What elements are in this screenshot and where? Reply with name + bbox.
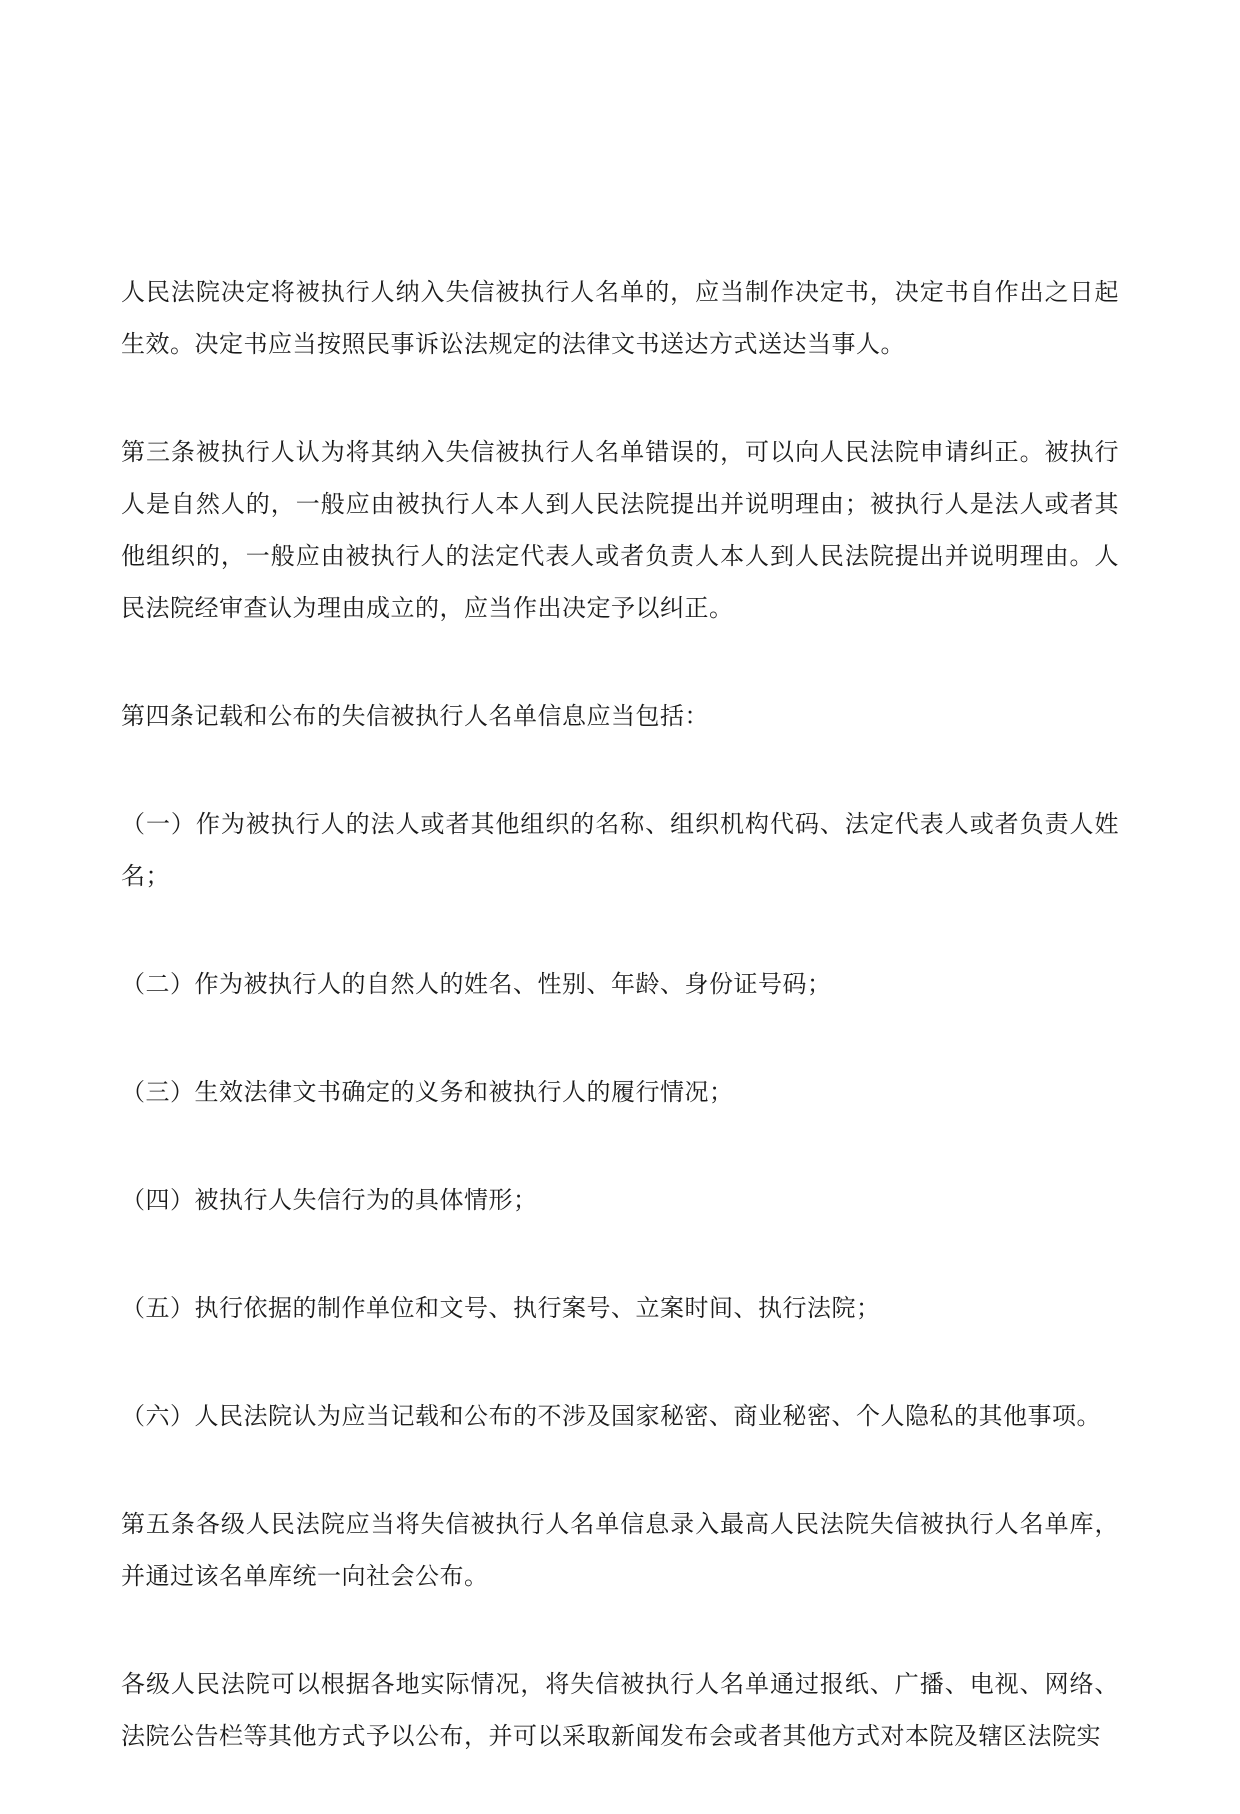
paragraph-article-3: 第三条被执行人认为将其纳入失信被执行人名单错误的，可以向人民法院申请纠正。被执行人是自然人的，一般应由被执行人本人到人民法院提出并说明理由；被执行人是法人或者其他组织的，一般应由被执行人的法定代表人或者负责人本人到人民法院提出并说明理由。人民法院经审查认为理由成立的，应当作出决定予以纠正。: [121, 438, 1119, 622]
list-item-4: （四）被执行人失信行为的具体情形；: [121, 1186, 538, 1214]
list-item-3: （三）生效法律文书确定的义务和被执行人的履行情况；: [121, 1078, 734, 1106]
list-item-5: （五）执行依据的制作单位和文号、执行案号、立案时间、执行法院；: [121, 1294, 881, 1322]
document-body: [121, 266, 1119, 1814]
paragraph-publication-methods: 各级人民法院可以根据各地实际情况，将失信被执行人名单通过报纸、广播、电视、网络、法院公告栏等其他方式予以公布，并可以采取新闻发布会或者其他方式对本院及辖区法院实: [121, 1670, 1119, 1750]
list-item-1: （一）作为被执行人的法人或者其他组织的名称、组织机构代码、法定代表人或者负责人姓名；: [121, 810, 1119, 890]
list-item-2: （二）作为被执行人的自然人的姓名、性别、年龄、身份证号码；: [121, 970, 832, 998]
paragraph-article-5: 第五条各级人民法院应当将失信被执行人名单信息录入最高人民法院失信被执行人名单库，并通过该名单库统一向社会公布。: [121, 1510, 1119, 1590]
paragraph-article-4: 第四条记载和公布的失信被执行人名单信息应当包括：: [121, 702, 709, 730]
paragraph-decision-notice: 人民法院决定将被执行人纳入失信被执行人名单的，应当制作决定书，决定书自作出之日起生效。决定书应当按照民事诉讼法规定的法律文书送达方式送达当事人。: [121, 278, 1119, 358]
list-item-6: （六）人民法院认为应当记载和公布的不涉及国家秘密、商业秘密、个人隐私的其他事项。: [121, 1402, 1101, 1430]
